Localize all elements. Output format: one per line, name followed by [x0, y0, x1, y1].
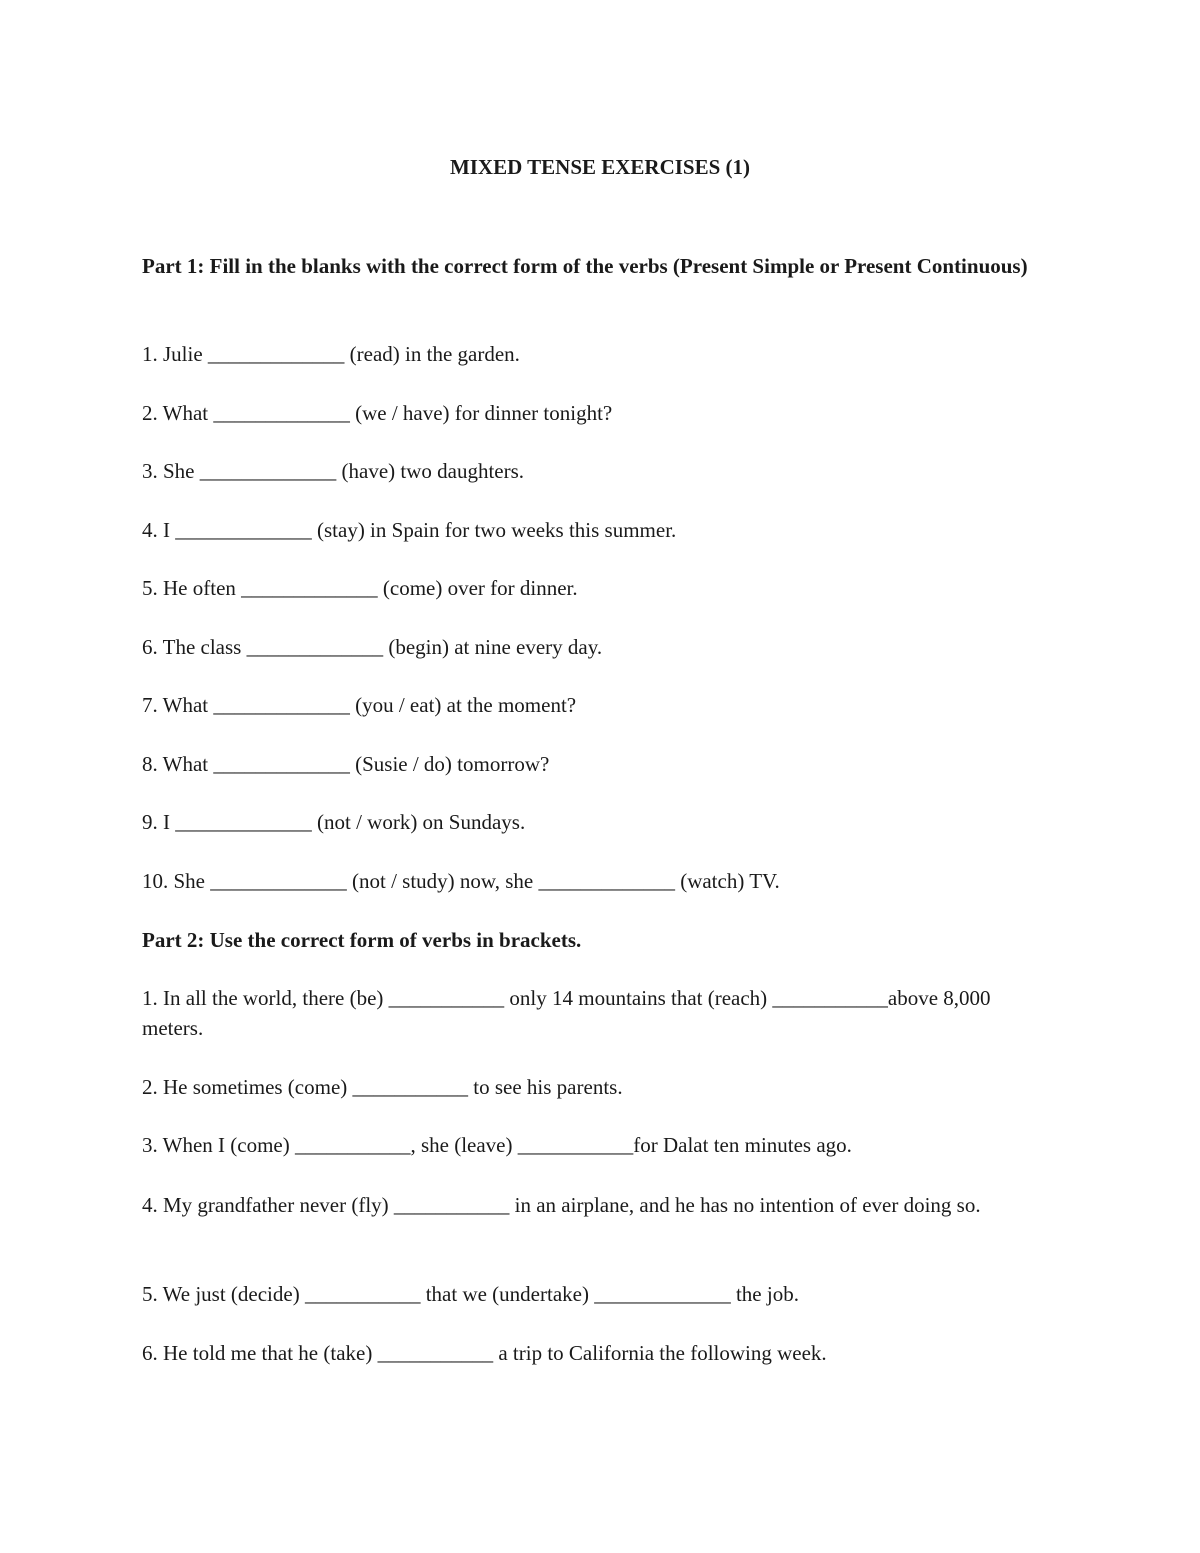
- part1-question-1: 1. Julie _____________ (read) in the garden.: [142, 342, 520, 366]
- part2-question-6: 6. He told me that he (take) ___________ a trip to California the following week.: [142, 1341, 827, 1365]
- part1-question-10: 10. She _____________ (not / study) now, she _____________ (watch) TV.: [142, 869, 780, 893]
- part2-question-5: 5. We just (decide) ___________ that we (undertake) _____________ the job.: [142, 1282, 799, 1306]
- document-title: MIXED TENSE EXERCISES (1): [449, 155, 751, 179]
- part1-question-5: 5. He often _____________ (come) over for dinner.: [142, 576, 578, 600]
- part2-question-1: 1. In all the world, there (be) ___________ only 14 mountains that (reach) ___________above 8,000 meters.: [142, 986, 991, 1040]
- part2-question-3: 3. When I (come) ___________, she (leave) ___________for Dalat ten minutes ago.: [142, 1133, 852, 1157]
- part1-question-7: 7. What _____________ (you / eat) at the moment?: [142, 693, 577, 717]
- part1-question-4: 4. I _____________ (stay) in Spain for two weeks this summer.: [142, 518, 677, 542]
- part1-question-6: 6. The class _____________ (begin) at nine every day.: [142, 635, 603, 659]
- part1-question-8: 8. What _____________ (Susie / do) tomorrow?: [142, 752, 550, 776]
- part1-question-2: 2. What _____________ (we / have) for dinner tonight?: [142, 401, 613, 425]
- part2-question-2: 2. He sometimes (come) ___________ to see his parents.: [142, 1075, 623, 1099]
- part2-question-4: 4. My grandfather never (fly) ___________ in an airplane, and he has no intention of ever doing so.: [142, 1193, 981, 1217]
- part1-heading: Part 1: Fill in the blanks with the correct form of the verbs (Present Simple or Present Continuous): [142, 254, 1028, 278]
- part1-question-3: 3. She _____________ (have) two daughters.: [142, 459, 525, 483]
- part1-question-9: 9. I _____________ (not / work) on Sundays.: [142, 810, 526, 834]
- part2-heading: Part 2: Use the correct form of verbs in brackets.: [142, 928, 582, 952]
